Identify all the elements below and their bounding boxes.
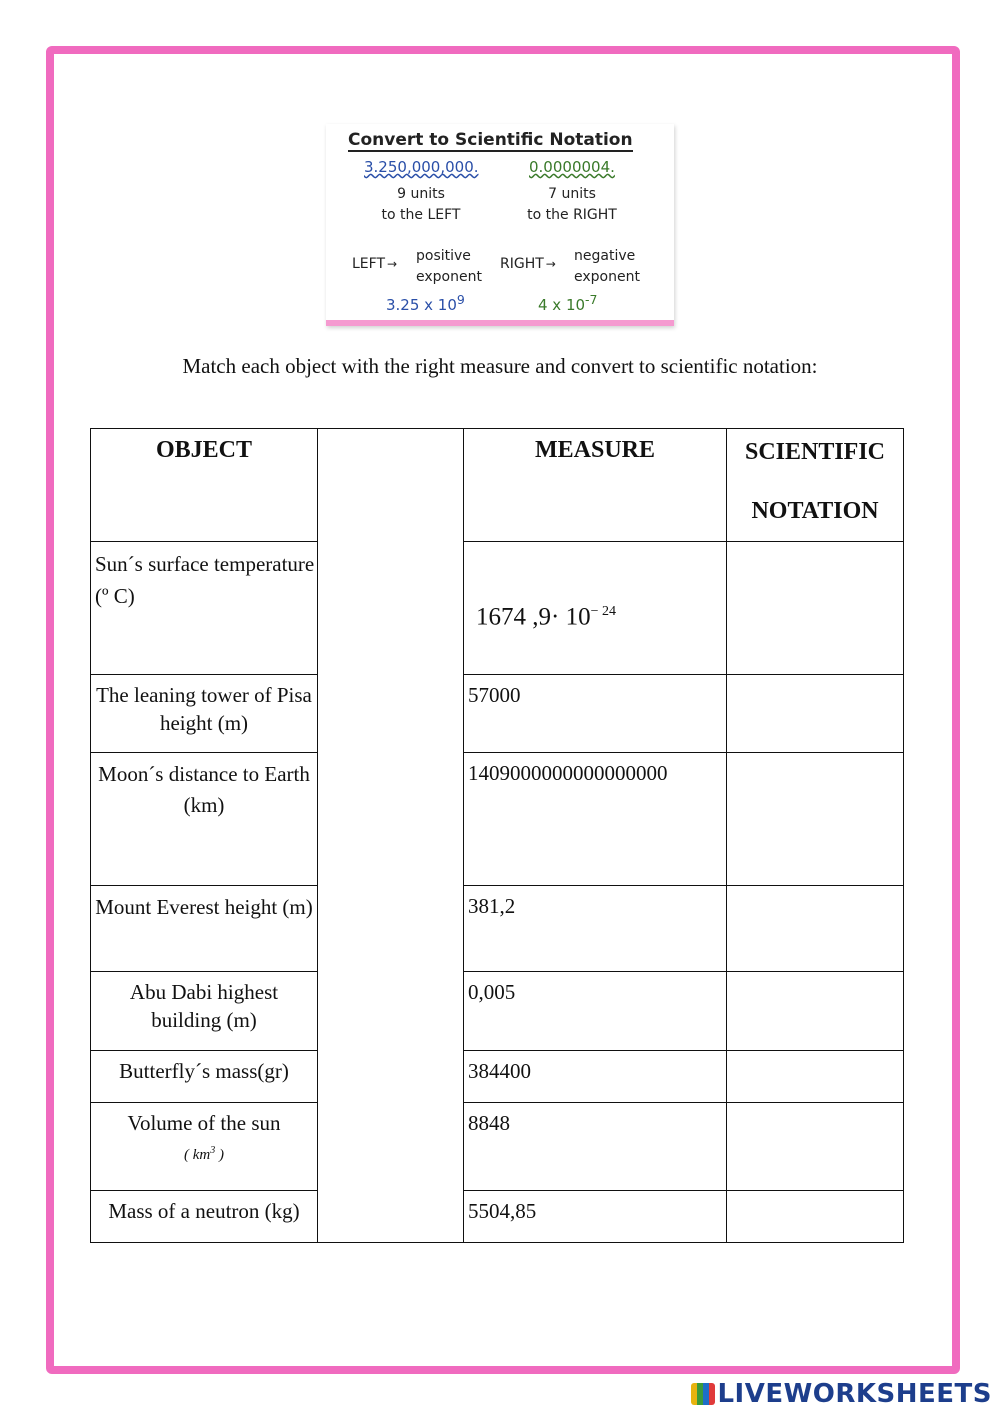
header-measure: MEASURE	[464, 429, 727, 542]
matching-column[interactable]	[318, 429, 464, 1243]
object-cell: The leaning tower of Pisa height (m)	[91, 675, 318, 753]
result-left-exponent: 9	[456, 292, 465, 307]
header-scientific-word: SCIENTIFIC	[744, 439, 886, 465]
object-cell: Abu Dabi highest building (m)	[91, 972, 318, 1051]
object-label: Volume of the sun	[127, 1111, 281, 1135]
unit-base: km	[192, 1147, 211, 1163]
instruction-text: Match each object with the right measure and convert to scientific notation:	[182, 354, 818, 378]
card-result-right	[538, 292, 598, 314]
result-right-base: 4 x 10	[538, 296, 586, 314]
card-direction-right	[500, 256, 556, 272]
answer-input-cell[interactable]	[727, 542, 904, 675]
object-unit: ( $km^3$ )	[184, 1145, 224, 1163]
card-result-left	[386, 292, 465, 314]
table-header-row	[91, 429, 904, 542]
table-row	[91, 972, 904, 1051]
result-right-exponent: -7	[585, 292, 598, 307]
card-units-right	[512, 184, 632, 226]
units-right-direction: to the RIGHT	[527, 207, 617, 223]
card-direction-left	[352, 256, 397, 272]
measure-cell	[464, 542, 727, 675]
measure-cell: 57000	[464, 675, 727, 753]
units-right-count: 7 units	[548, 186, 596, 202]
logo-text: LIVEWORKSHEETS	[717, 1379, 992, 1409]
exponent-left-word: exponent	[416, 269, 482, 285]
measure-cell: 5504,85	[464, 1191, 727, 1243]
card-exponent-left	[416, 246, 482, 288]
card-number-right: 0.0000004.	[529, 158, 615, 176]
card-number-left: 3.250,000,000.	[364, 158, 479, 176]
table-row	[91, 1051, 904, 1103]
object-cell: Sun´s surface temperature (º C)	[91, 542, 318, 675]
scientific-notation-rule-card	[326, 124, 674, 326]
object-cell: Moon´s distance to Earth (km)	[91, 753, 318, 886]
header-object: OBJECT	[91, 429, 318, 542]
object-cell: Butterfly´s mass(gr)	[91, 1051, 318, 1103]
answer-input-cell[interactable]	[727, 886, 904, 972]
table-row	[91, 675, 904, 753]
answer-input-cell[interactable]	[727, 972, 904, 1051]
object-cell	[91, 1103, 318, 1191]
measure-exponent: − 24	[590, 604, 616, 619]
table-row	[91, 886, 904, 972]
units-left-count: 9 units	[397, 186, 445, 202]
liveworksheets-logo	[691, 1379, 992, 1409]
direction-left-label: LEFT	[352, 256, 386, 272]
measure-cell: 384400	[464, 1051, 727, 1103]
header-notation-word: NOTATION	[751, 498, 879, 524]
object-cell: Mass of a neutron (kg)	[91, 1191, 318, 1243]
arrow-right-icon: →	[387, 257, 398, 271]
units-left-direction: to the LEFT	[381, 207, 461, 223]
object-cell: Mount Everest height (m)	[91, 886, 318, 972]
measure-base: 1674 ,9· 10	[476, 603, 591, 631]
exponent-right-word: exponent	[574, 269, 640, 285]
answer-input-cell[interactable]	[727, 753, 904, 886]
logo-icon	[691, 1383, 715, 1405]
table-row	[91, 1103, 904, 1191]
answer-input-cell[interactable]	[727, 1191, 904, 1243]
measure-cell: 1409000000000000000	[464, 753, 727, 886]
unit-exponent: 3	[210, 1145, 216, 1156]
answer-input-cell[interactable]	[727, 675, 904, 753]
card-title: Convert to Scientific Notation	[348, 130, 633, 150]
arrow-right-icon: →	[545, 257, 556, 271]
table-row	[91, 1191, 904, 1243]
card-units-left	[366, 184, 476, 226]
measure-cell: 8848	[464, 1103, 727, 1191]
answer-input-cell[interactable]	[727, 1103, 904, 1191]
exponent-left-sign: positive	[416, 248, 471, 264]
header-scientific-notation	[727, 429, 904, 542]
measure-cell: 381,2	[464, 886, 727, 972]
matching-table	[90, 428, 904, 1243]
table-row	[91, 753, 904, 886]
answer-input-cell[interactable]	[727, 1051, 904, 1103]
card-exponent-right	[574, 246, 640, 288]
measure-cell: 0,005	[464, 972, 727, 1051]
table-row	[91, 542, 904, 675]
direction-right-label: RIGHT	[500, 256, 544, 272]
exponent-right-sign: negative	[574, 248, 636, 264]
result-left-base: 3.25 x 10	[386, 296, 457, 314]
